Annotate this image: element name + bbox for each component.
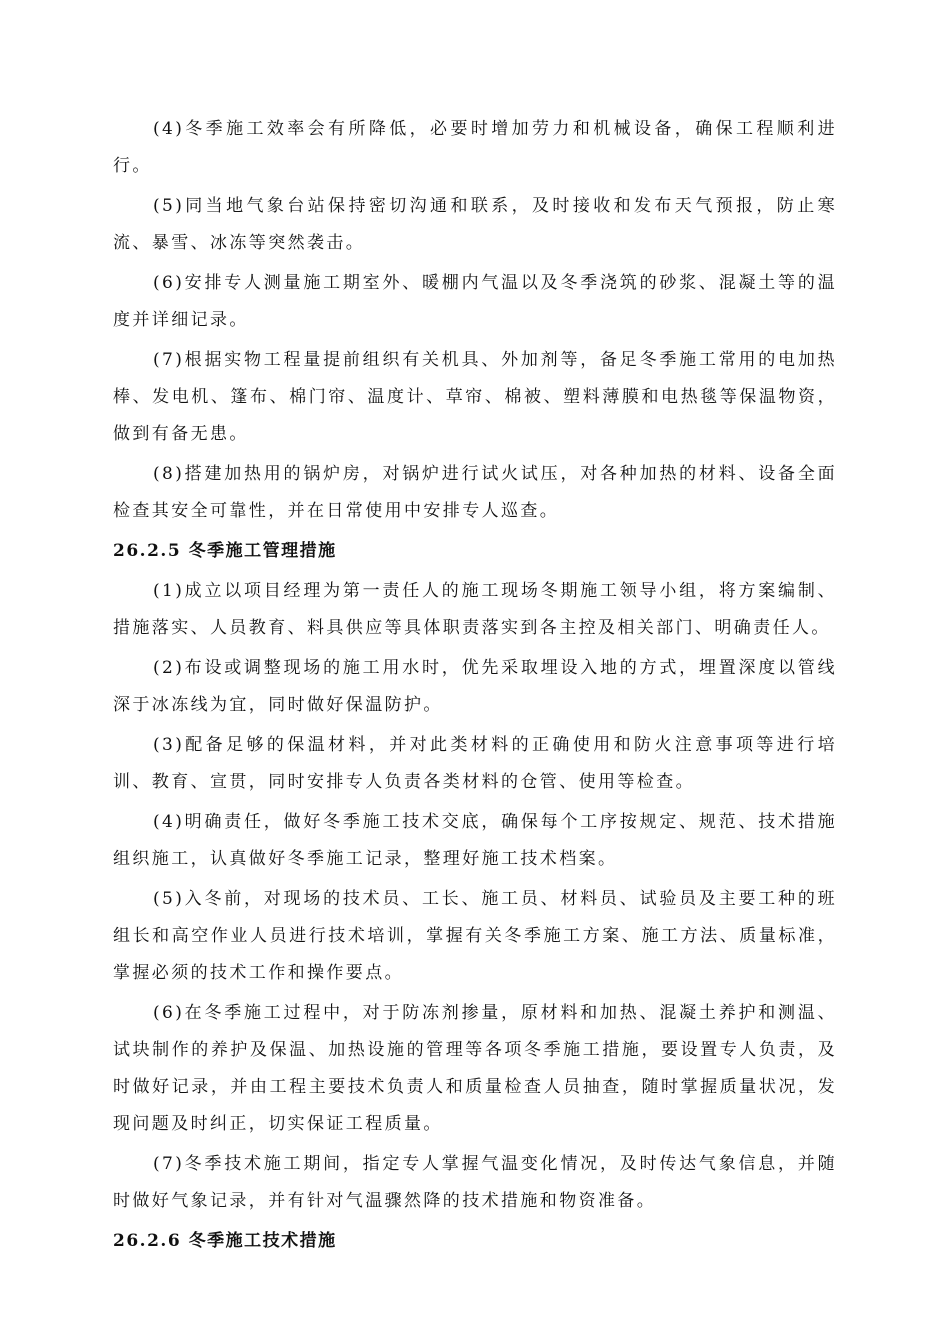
management-item-1: (1)成立以项目经理为第一责任人的施工现场冬期施工领导小组，将方案编制、措施落实、人员教育、料具供应等具体职责落实到各主控及相关部门、明确责任人。 (113, 581, 837, 638)
management-item-7: (7)冬季技术施工期间，指定专人掌握气温变化情况，及时传达气象信息，并随时做好气象记录，并有针对气温骤然降的技术措施和物资准备。 (113, 1154, 837, 1211)
paragraph-item-4: (4)冬季施工效率会有所降低，必要时增加劳力和机械设备，确保工程顺利进行。 (113, 119, 837, 176)
management-item-3: (3)配备足够的保温材料，并对此类材料的正确使用和防火注意事项等进行培训、教育、宣贯，同时安排专人负责各类材料的仓管、使用等检查。 (113, 735, 837, 792)
paragraph-item-5: (5)同当地气象台站保持密切沟通和联系，及时接收和发布天气预报，防止寒流、暴雪、冰冻等突然袭击。 (113, 196, 837, 253)
document-body (113, 111, 837, 1263)
section-heading-26-2-6: 26.2.6 冬季施工技术措施 (113, 1231, 337, 1251)
management-item-6: (6)在冬季施工过程中，对于防冻剂掺量，原材料和加热、混凝土养护和测温、试块制作的养护及保温、加热设施的管理等各项冬季施工措施，要设置专人负责，及时做好记录，并由工程主要技术负责人和质量检查人员抽查，随时掌握质量状况，发现问题及时纠正，切实保证工程质量。 (113, 1003, 837, 1134)
paragraph-item-8: (8)搭建加热用的锅炉房，对锅炉进行试火试压，对各种加热的材料、设备全面检查其安全可靠性，并在日常使用中安排专人巡查。 (113, 464, 837, 521)
paragraph-item-6: (6)安排专人测量施工期室外、暖棚内气温以及冬季浇筑的砂浆、混凝土等的温度并详细记录。 (113, 273, 837, 330)
management-item-4: (4)明确责任，做好冬季施工技术交底，确保每个工序按规定、规范、技术措施组织施工，认真做好冬季施工记录，整理好施工技术档案。 (113, 812, 837, 869)
section-heading-26-2-5: 26.2.5 冬季施工管理措施 (113, 541, 337, 561)
management-item-5: (5)入冬前，对现场的技术员、工长、施工员、材料员、试验员及主要工种的班组长和高空作业人员进行技术培训，掌握有关冬季施工方案、施工方法、质量标准，掌握必须的技术工作和操作要点。 (113, 889, 837, 983)
paragraph-item-7: (7)根据实物工程量提前组织有关机具、外加剂等，备足冬季施工常用的电加热棒、发电机、篷布、棉门帘、温度计、草帘、棉被、塑料薄膜和电热毯等保温物资，做到有备无患。 (113, 350, 837, 444)
management-item-2: (2)布设或调整现场的施工用水时，优先采取埋设入地的方式，埋置深度以管线深于冰冻线为宜，同时做好保温防护。 (113, 658, 837, 715)
